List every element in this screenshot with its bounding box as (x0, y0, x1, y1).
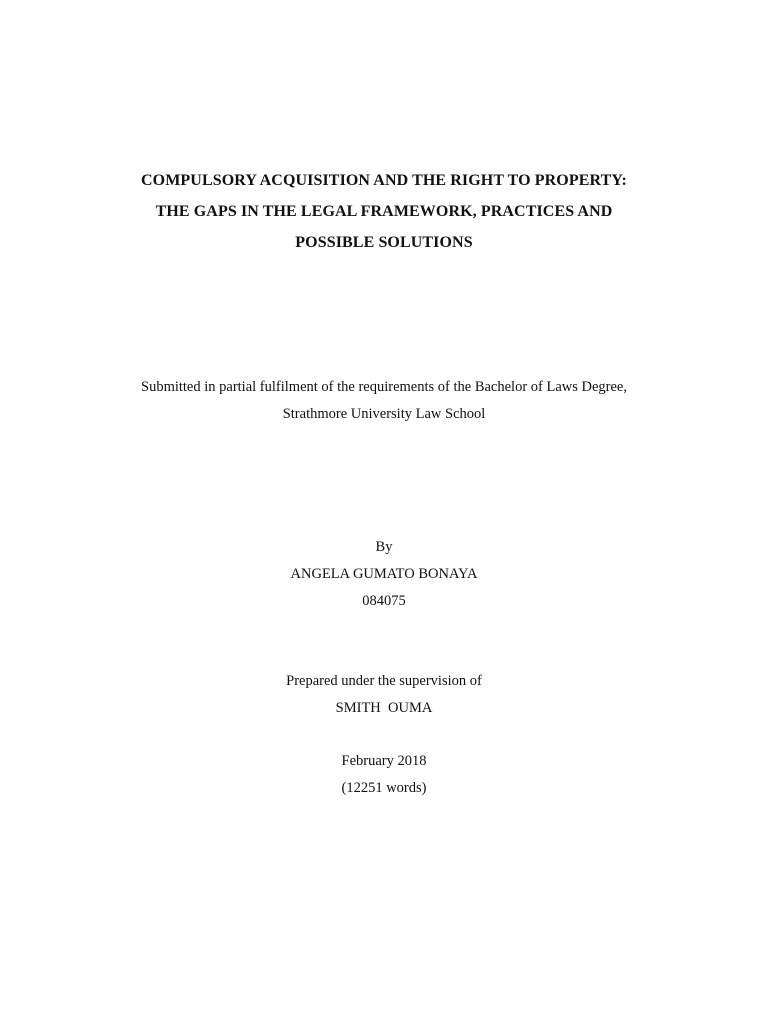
by-label: By (375, 539, 393, 555)
thesis-title (0, 165, 768, 258)
title-line-1: COMPULSORY ACQUISITION AND THE RIGHT TO PROPERTY: (141, 172, 627, 189)
word-count: (12251 words) (341, 780, 427, 796)
title-line-2: THE GAPS IN THE LEGAL FRAMEWORK, PRACTICES AND (155, 203, 613, 220)
submission-line-2: Strathmore University Law School (282, 406, 486, 422)
supervisor-name: SMITH OUMA (335, 700, 433, 716)
submission-statement (0, 374, 768, 428)
supervision-block (0, 668, 768, 722)
author-block (0, 534, 768, 615)
submission-line-1: Submitted in partial fulfilment of the requirements of the Bachelor of Laws Degree, (141, 379, 627, 395)
date-block (0, 748, 768, 802)
student-id: 084075 (362, 593, 406, 609)
supervision-label: Prepared under the supervision of (286, 673, 482, 689)
author-name: ANGELA GUMATO BONAYA (290, 566, 478, 582)
submission-date: February 2018 (341, 753, 427, 769)
title-line-3: POSSIBLE SOLUTIONS (295, 234, 473, 251)
